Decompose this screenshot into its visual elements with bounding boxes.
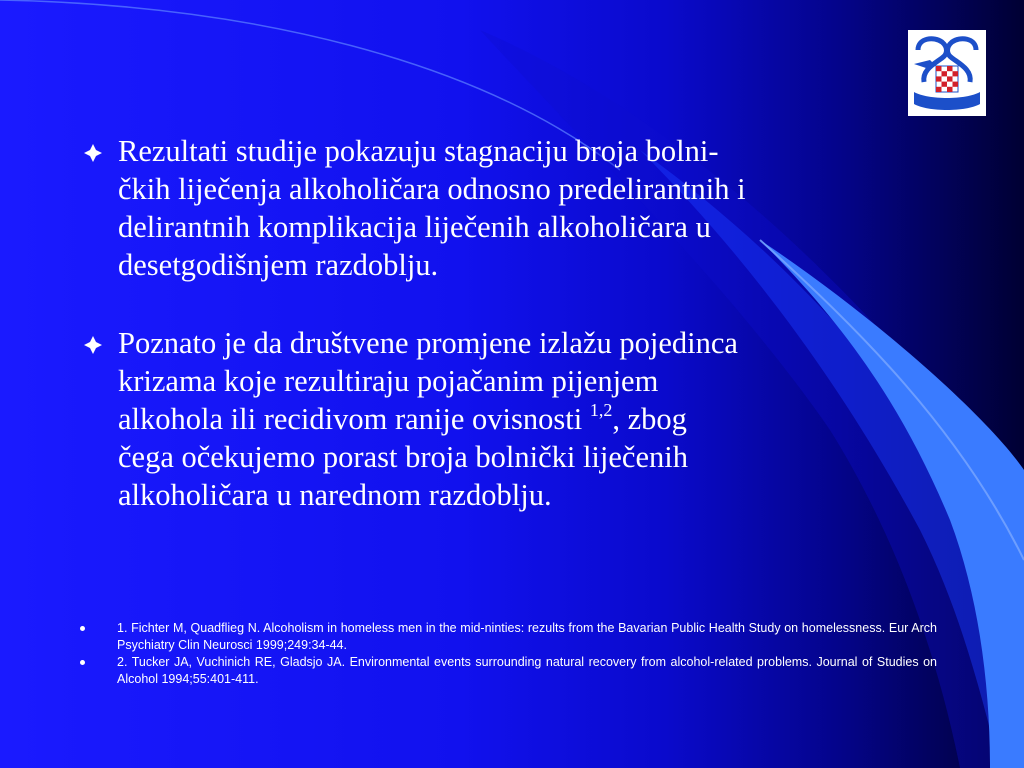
bullet-line: čega očekujemo porast broja bolnički liječenih: [118, 440, 688, 474]
citation-superscript: 1,2: [589, 399, 613, 420]
bullet-text: alkohola ili recidivom ranije ovisnosti: [118, 402, 590, 436]
bullet-line: krizama koje rezultiraju pojačanim pijenjem: [118, 364, 659, 398]
croatian-coat-of-arms-logo: [908, 30, 986, 116]
bullet-line: desetgodišnjem razdoblju.: [118, 248, 439, 282]
bullet-dot-icon: [80, 660, 85, 665]
bullet-item-study-results: [80, 132, 940, 284]
bullet-list: [80, 132, 940, 514]
bullet-line: Poznato je da društvene promjene izlažu pojedinca: [118, 326, 738, 360]
bullet-line-with-citation: [118, 400, 940, 438]
reference-text: 1. Fichter M, Quadflieg N. Alcoholism in homeless men in the mid-ninties: rezults from the Bavarian Public Health Study on homelessness. Eur Arch Psychiatry Clin Neurosci 1999;249:34-44.: [117, 621, 937, 652]
reference-item: [80, 620, 937, 654]
bullet-line: delirantnih komplikacija liječenih alkoholičara u: [118, 210, 711, 244]
reference-item: [80, 654, 937, 688]
diamond-bullet-icon: [84, 144, 102, 162]
diamond-bullet-icon: [84, 336, 102, 354]
reference-text: 2. Tucker JA, Vuchinich RE, Gladsjo JA. Environmental events surrounding natural recovery from alcohol-related problems. Journal of Studies on Alcohol 1994;55:401-411.: [117, 655, 937, 686]
references-list: [80, 620, 937, 688]
bullet-line: čkih liječenja alkoholičara odnosno predelirantnih i: [118, 172, 746, 206]
bullet-text: , zbog: [612, 402, 687, 436]
bullet-line: Rezultati studije pokazuju stagnaciju broja bolni-: [118, 134, 719, 168]
bullet-line: alkoholičara u narednom razdoblju.: [118, 478, 552, 512]
bullet-item-social-changes: [80, 324, 940, 514]
bullet-dot-icon: [80, 626, 85, 631]
